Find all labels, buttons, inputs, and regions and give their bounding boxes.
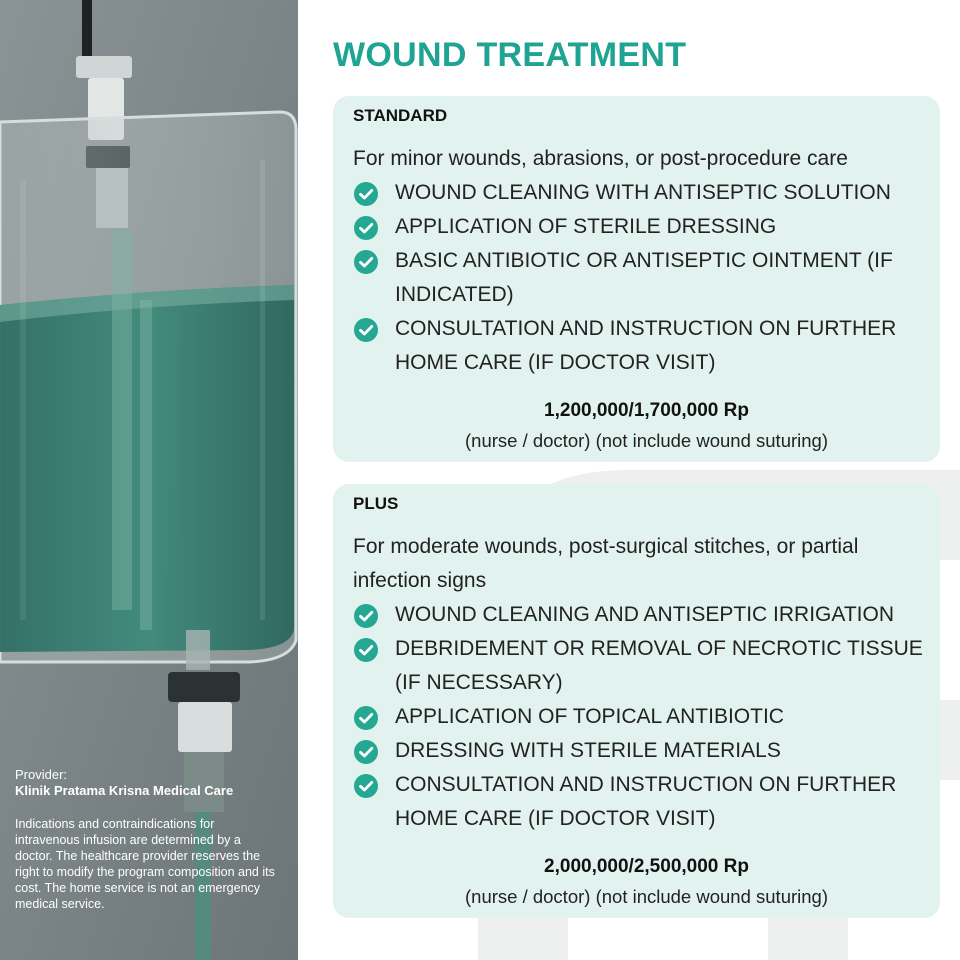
plan-description: For minor wounds, abrasions, or post-procedure care xyxy=(353,147,848,170)
list-item xyxy=(353,632,940,700)
price-value: 1,200,000/1,700,000 Rp xyxy=(544,400,749,421)
feature-text: APPLICATION OF TOPICAL ANTIBIOTIC xyxy=(395,705,784,728)
list-item xyxy=(353,768,940,836)
plan-feature-list xyxy=(353,176,940,380)
plan-price xyxy=(353,396,940,456)
list-item xyxy=(353,176,940,210)
price-note: (nurse / doctor) (not include wound suturing) xyxy=(465,430,828,451)
check-circle-icon xyxy=(353,317,379,343)
plan-feature-list xyxy=(353,598,940,836)
plan-name: PLUS xyxy=(353,494,399,513)
feature-text: APPLICATION OF STERILE DRESSING xyxy=(395,215,777,238)
check-circle-icon xyxy=(353,215,379,241)
check-circle-icon xyxy=(353,637,379,663)
feature-text: CONSULTATION AND INSTRUCTION ON FURTHER HOME CARE (IF DOCTOR VISIT) xyxy=(395,773,897,830)
price-value: 2,000,000/2,500,000 Rp xyxy=(544,856,749,877)
feature-text: DRESSING WITH STERILE MATERIALS xyxy=(395,739,781,762)
provider-disclaimer: Indications and contraindications for intravenous infusion are determined by a doctor. The healthcare provider reserves the right to modify the program composition and its cost. The home service is not an emergency medical service. xyxy=(15,817,275,911)
plan-price xyxy=(353,852,940,912)
check-circle-icon xyxy=(353,603,379,629)
list-item xyxy=(353,210,940,244)
plan-card-plus xyxy=(333,484,940,918)
list-item xyxy=(353,700,940,734)
feature-text: WOUND CLEANING WITH ANTISEPTIC SOLUTION xyxy=(395,181,891,204)
provider-name: Klinik Pratama Krisna Medical Care xyxy=(15,783,234,798)
check-circle-icon xyxy=(353,739,379,765)
page-title: WOUND TREATMENT xyxy=(333,36,687,74)
list-item xyxy=(353,312,940,380)
list-item xyxy=(353,244,940,312)
provider-info xyxy=(15,767,277,912)
plan-card-standard xyxy=(333,96,940,462)
price-note: (nurse / doctor) (not include wound suturing) xyxy=(465,886,828,907)
list-item xyxy=(353,598,940,632)
check-circle-icon xyxy=(353,181,379,207)
provider-label: Provider: xyxy=(15,767,68,782)
check-circle-icon xyxy=(353,705,379,731)
feature-text: DEBRIDEMENT OR REMOVAL OF NECROTIC TISSUE (IF NECESSARY) xyxy=(395,637,923,694)
check-circle-icon xyxy=(353,249,379,275)
feature-text: WOUND CLEANING AND ANTISEPTIC IRRIGATION xyxy=(395,603,894,626)
plan-name: STANDARD xyxy=(353,106,448,125)
feature-text: BASIC ANTIBIOTIC OR ANTISEPTIC OINTMENT (IF INDICATED) xyxy=(395,249,893,306)
check-circle-icon xyxy=(353,773,379,799)
list-item xyxy=(353,734,940,768)
plan-description: For moderate wounds, post-surgical stitches, or partial infection signs xyxy=(353,535,859,592)
feature-text: CONSULTATION AND INSTRUCTION ON FURTHER HOME CARE (IF DOCTOR VISIT) xyxy=(395,317,897,374)
iv-bag-photo xyxy=(0,0,298,960)
